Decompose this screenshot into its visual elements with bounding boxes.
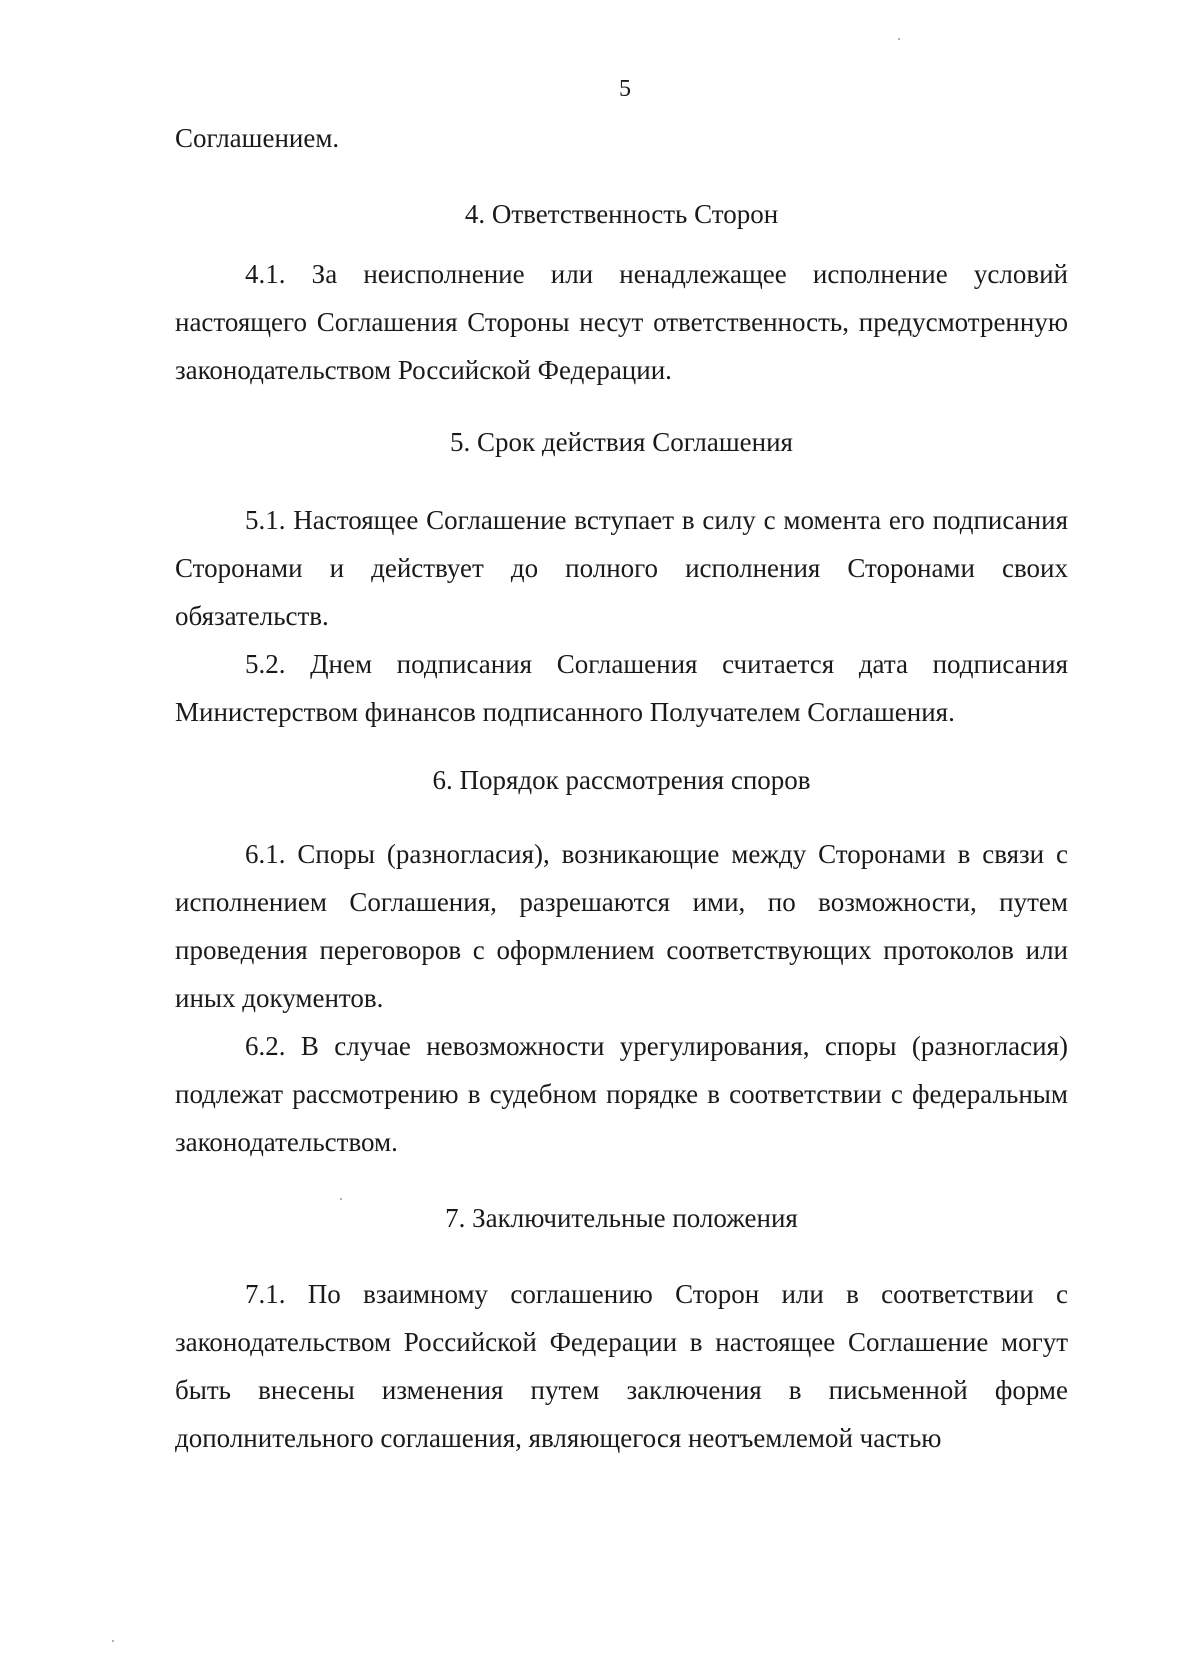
clause-6-2: 6.2. В случае невозможности урегулирования, споры (разногласия) подлежат рассмотрению в судебном порядке в соответствии с федеральным законодательством. bbox=[175, 1031, 1068, 1157]
section-7-body bbox=[175, 1270, 1068, 1462]
clause-6-1: 6.1. Споры (разногласия), возникающие между Сторонами в связи с исполнением Соглашения, разрешаются ими, по возможности, путем проведения переговоров с оформлением соответствующих протоколов или иных документов. bbox=[175, 839, 1068, 1013]
section-7-heading: 7. Заключительные положения bbox=[445, 1203, 798, 1233]
clause-7-1: 7.1. По взаимному соглашению Сторон или в соответствии с законодательством Российской Федерации в настоящее Соглашение могут быть внесены изменения путем заключения в письменной форме дополнительного соглашения, являющегося неотъемлемой частью bbox=[175, 1279, 1068, 1453]
section-6-heading: 6. Порядок рассмотрения споров bbox=[432, 765, 811, 795]
section-4-body bbox=[175, 250, 1068, 394]
section-4-heading: 4. Ответственность Сторон bbox=[464, 199, 779, 229]
section-6-body bbox=[175, 830, 1068, 1166]
scan-speck bbox=[112, 1640, 114, 1642]
page-number: 5 bbox=[619, 76, 631, 102]
section-5-heading: 5. Срок действия Соглашения bbox=[450, 427, 793, 457]
continuation-text bbox=[175, 114, 1068, 162]
section-5-body bbox=[175, 496, 1068, 736]
scan-speck bbox=[898, 38, 900, 40]
continuation-paragraph: Соглашением. bbox=[175, 123, 340, 153]
clause-4-1: 4.1. За неисполнение или ненадлежащее исполнение условий настоящего Соглашения Стороны несут ответственность, предусмотренную законодательством Российской Федерации. bbox=[175, 259, 1068, 385]
clause-5-1: 5.1. Настоящее Соглашение вступает в силу с момента его подписания Сторонами и действует до полного исполнения Сторонами своих обязательств. bbox=[175, 505, 1068, 631]
scan-speck bbox=[340, 1198, 342, 1200]
clause-5-2: 5.2. Днем подписания Соглашения считается дата подписания Министерством финансов подписанного Получателем Соглашения. bbox=[175, 649, 1068, 727]
